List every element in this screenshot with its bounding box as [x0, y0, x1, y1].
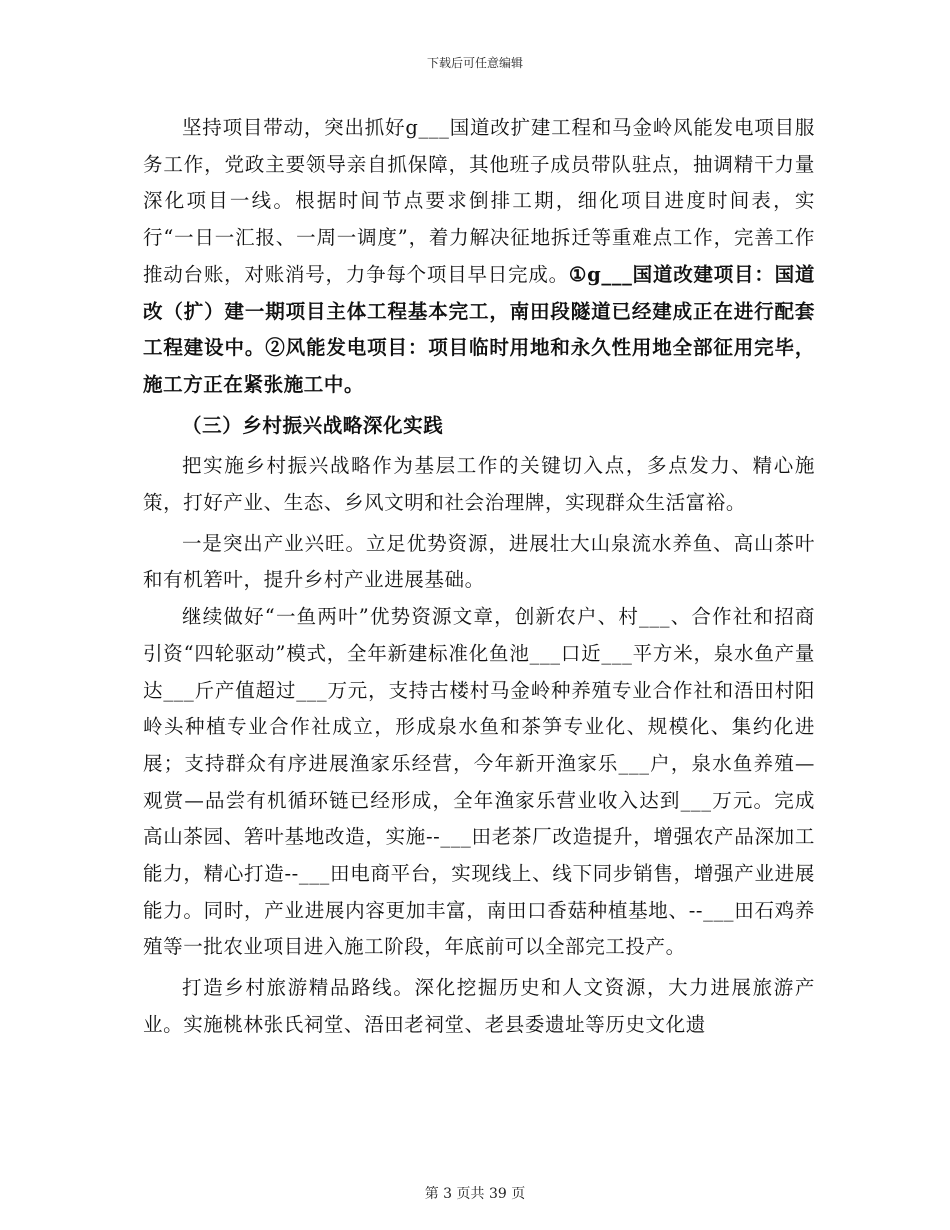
document-body [143, 110, 815, 1044]
page-header-note: 下载后可任意编辑 [426, 56, 523, 70]
paragraph-project-drive [143, 110, 815, 404]
paragraph-project-drive-bold: ①g___国道改建项目：国道改（扩）建一期项目主体工程基本完工，南田段隧道已经建成正在进行配套工程建设中。②风能发电项目：项目临时用地和永久性用地全部征用完毕，施工方正在紧张施工中。 [143, 262, 815, 396]
paragraph-industry-prosperity: 一是突出产业兴旺。立足优势资源，进展壮大山泉流水养鱼、高山茶叶和有机箬叶，提升乡村产业进展基础。 [143, 531, 815, 592]
paragraph-rural-strategy: 把实施乡村振兴战略作为基层工作的关键切入点，多点发力、精心施策，打好产业、生态、乡风文明和社会治理牌，实现群众生活富裕。 [143, 454, 815, 515]
page-number-footer: 第 3 页共 39 页 [424, 1186, 526, 1202]
section-heading-rural-revitalization: （三）乡村振兴战略深化实践 [182, 413, 444, 437]
paragraph-fish-and-leaves: 继续做好“一鱼两叶”优势资源文章，创新农户、村___、合作社和招商引资“四轮驱动”模式，全年新建标准化鱼池___口近___平方米，泉水鱼产量达___斤产值超过___万元，支持古楼村马金岭种养殖专业合作社和浯田村阳岭头种植专业合作社成立，形成泉水鱼和茶笋专业化、规模化、集约化进展；支持群众有序进展渔家乐经营，今年新开渔家乐___户，泉水鱼养殖—观赏—品尝有机循环链已经形成，全年渔家乐营业收入达到___万元。完成高山茶园、箬叶基地改造，实施--___田老茶厂改造提升，增强农产品深加工能力，精心打造--___田电商平台，实现线上、线下同步销售，增强产业进展能力。同时，产业进展内容更加丰富，南田口香菇种植基地、--___田石鸡养殖等一批农业项目进入施工阶段，年底前可以全部完工投产。 [143, 605, 815, 959]
paragraph-tourism-route: 打造乡村旅游精品路线。深化挖掘历史和人文资源，大力进展旅游产业。实施桃林张氏祠堂、浯田老祠堂、老县委遗址等历史文化遗 [143, 976, 815, 1036]
paragraph-project-drive-text: 坚持项目带动，突出抓好g___国道改扩建工程和马金岭风能发电项目服务工作，党政主要领导亲自抓保障，其他班子成员带队驻点，抽调精干力量深化项目一线。根据时间节点要求倒排工期，细化项目进度时间表，实行“一日一汇报、一周一调度”，着力解决征地拆迁等重难点工作，完善工作推动台账，对账消号，力争每个项目早日完成。 [143, 116, 815, 286]
